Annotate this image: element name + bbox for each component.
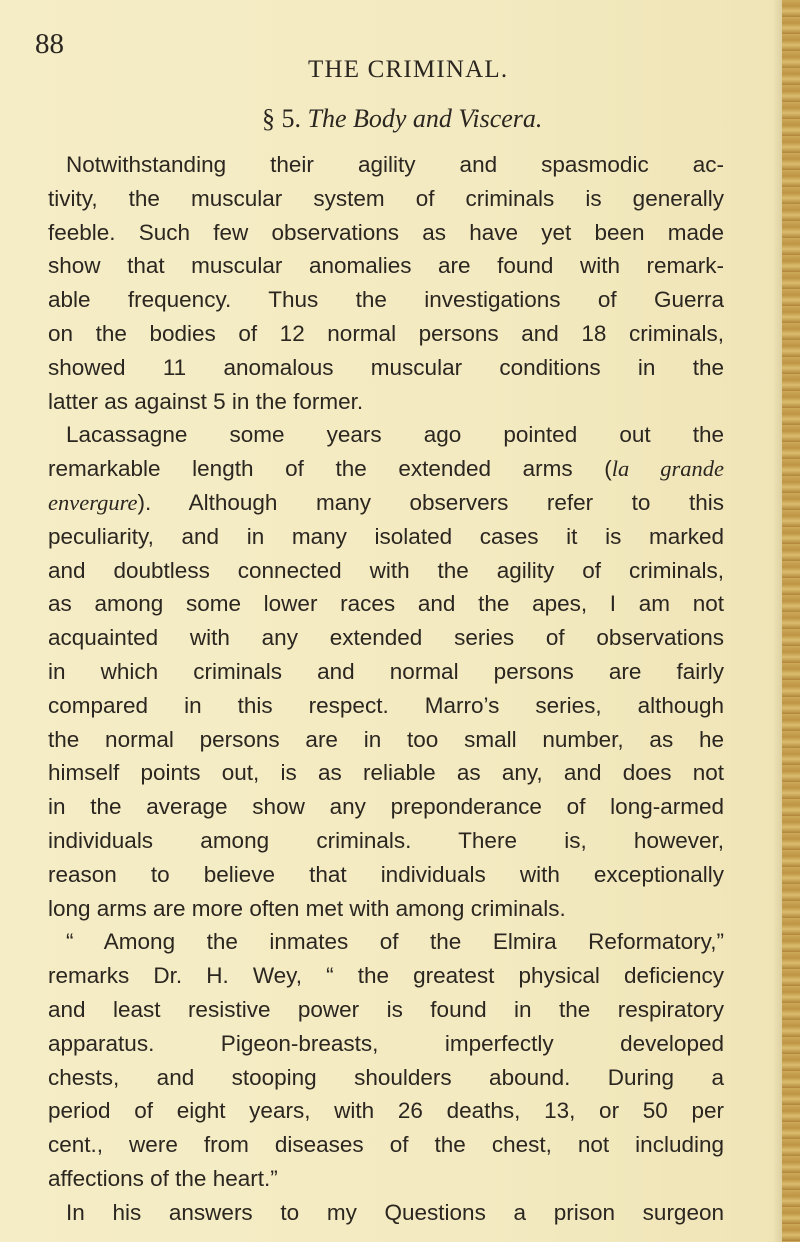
text-line: long arms are more often met with among criminals. [48, 895, 566, 921]
text-line: Lacassagne some years ago pointed out the [66, 422, 724, 448]
text-line: showed 11 anomalous muscular conditions in the [48, 354, 724, 380]
text-line: and least resistive power is found in the respiratory [48, 996, 724, 1022]
text-line: acquainted with any extended series of observations [48, 625, 724, 651]
body-text [48, 148, 724, 1230]
text-line: feeble. Such few observations as have yet been made [48, 219, 724, 245]
text-line: latter as against 5 in the former. [48, 388, 364, 414]
text-line: peculiarity, and in many isolated cases it is marked [48, 523, 724, 549]
text-line: period of eight years, with 26 deaths, 13, or 50 per [48, 1098, 724, 1124]
text-line: In his answers to my Questions a prison surgeon [66, 1199, 724, 1225]
text-line: as among some lower races and the apes, I am not [48, 591, 724, 617]
text-line: cent., were from diseases of the chest, not including [48, 1132, 724, 1158]
text-line: in which criminals and normal persons are fairly [48, 658, 724, 684]
running-head: THE CRIMINAL. [308, 56, 509, 83]
text-span: remarkable length of the extended arms ( [48, 456, 612, 482]
text-line: chests, and stooping shoulders abound. During a [48, 1064, 724, 1090]
text-line: individuals among criminals. There is, however, [48, 827, 724, 853]
section-heading [262, 104, 542, 134]
section-title: The Body and Viscera. [307, 104, 543, 133]
book-edge [782, 0, 800, 1242]
text-line: remarks Dr. H. Wey, “ the greatest physical deficiency [48, 963, 724, 989]
text-line: on the bodies of 12 normal persons and 18 criminals, [48, 320, 724, 346]
text-line: Notwithstanding their agility and spasmodic ac- [66, 152, 724, 177]
text-line: “ Among the inmates of the Elmira Reformatory,” [66, 929, 724, 955]
text-line: tivity, the muscular system of criminals is generally [48, 185, 724, 211]
text-line: himself points out, is as reliable as any, and does not [48, 760, 724, 786]
text-line [48, 452, 724, 486]
text-line: and doubtless connected with the agility of criminals, [48, 557, 724, 583]
text-line: in the average show any preponderance of long-armed [48, 794, 724, 820]
text-line: able frequency. Thus the investigations of Guerra [48, 287, 724, 313]
text-line: affections of the heart.” [48, 1165, 278, 1191]
section-number: § 5. [262, 104, 301, 133]
text-span: ). Although many observers refer to this [137, 489, 724, 515]
text-line: apparatus. Pigeon-breasts, imperfectly developed [48, 1030, 724, 1056]
text-line [48, 486, 724, 520]
italic-phrase: la grande [611, 456, 724, 482]
text-line: the normal persons are in too small number, as he [48, 726, 724, 752]
text-line: reason to believe that individuals with exceptionally [48, 861, 724, 887]
page-number: 88 [35, 28, 64, 60]
text-line: show that muscular anomalies are found with remark- [48, 253, 724, 279]
italic-phrase: envergure [48, 489, 138, 515]
page-gutter-shadow [772, 0, 782, 1242]
text-line: compared in this respect. Marro’s series, although [48, 692, 724, 718]
